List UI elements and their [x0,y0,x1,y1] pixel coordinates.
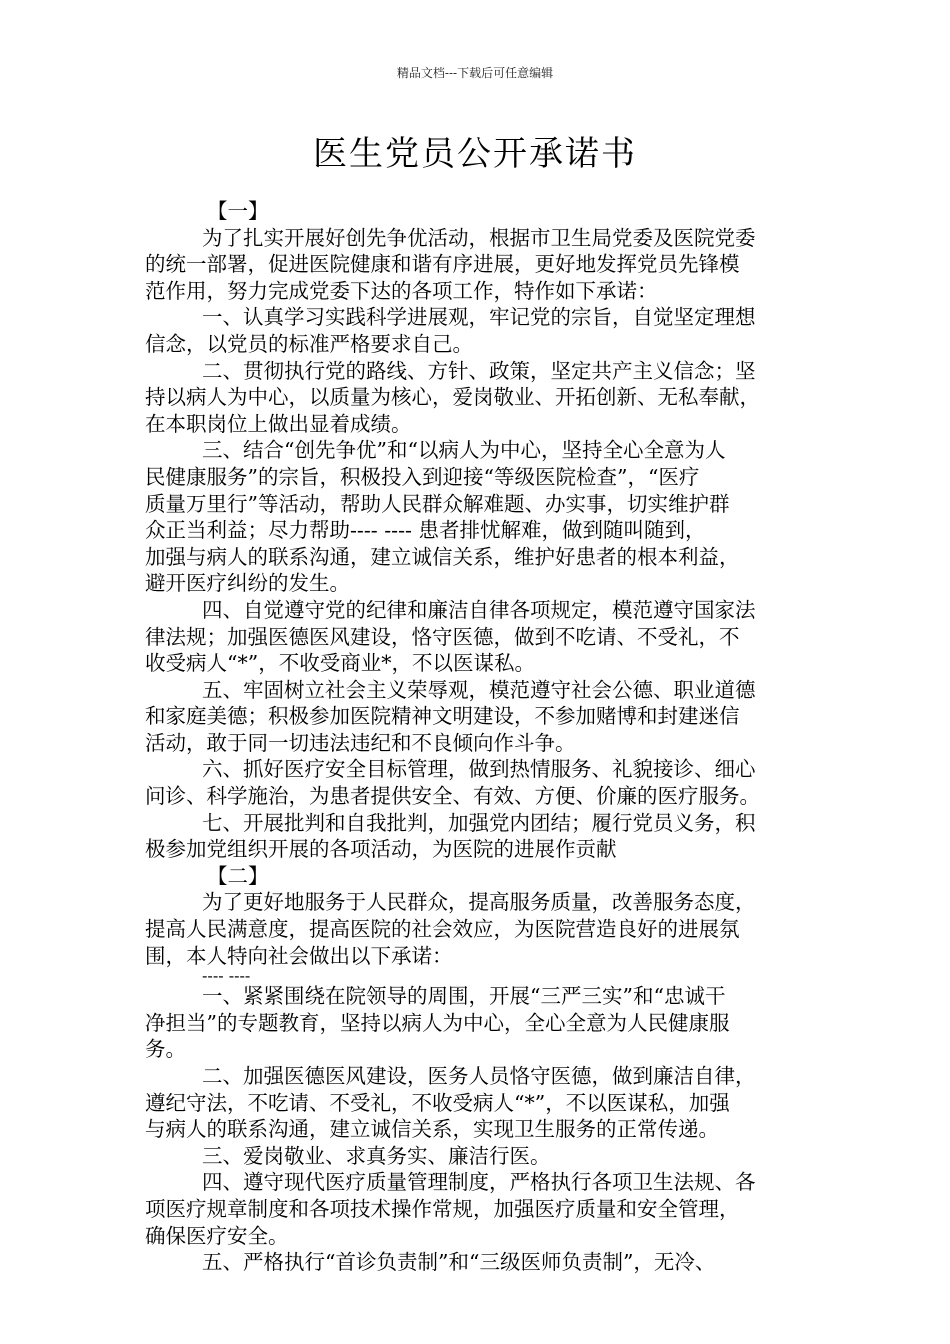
body-line: ---- ---- [202,966,251,986]
body-line: 问诊、科学施治，为患者提供安全、有效、方便、价廉的医疗服务。 [145,784,760,809]
body-line: 加强与病人的联系沟通，建立诚信关系，维护好患者的根本利益， [145,544,740,569]
body-line: 民健康服务”的宗旨，积极投入到迎接“等级医院检查”，“医疗 [145,464,700,489]
document-title: 医生党员公开承诺书 [313,134,637,174]
body-line: 二、贯彻执行党的路线、方针、政策，坚定共产主义信念；坚 [202,358,756,383]
body-line: 为了扎实开展好创先争优活动，根据市卫生局党委及医院党委 [202,225,756,250]
body-line: 持以病人为中心，以质量为核心，爱岗敬业、开拓创新、无私奉献， [145,385,760,410]
body-line: 提高人民满意度，提高医院的社会效应，为医院营造良好的进展氛 [145,917,740,942]
body-line: 极参加党组织开展的各项活动，为医院的进展作贡献 [145,837,617,862]
body-line: 在本职岗位上做出显着成绩。 [145,411,412,436]
body-line: 避开医疗纠纷的发生。 [145,571,350,596]
body-line: 质量万里行”等活动，帮助人民群众解难题、办实事，切实维护群 [145,491,730,516]
body-line: 遵纪守法，不吃请、不受礼，不收受病人“*”，不以医谋私，加强 [145,1090,730,1115]
document-body [145,198,811,1276]
body-line: 收受病人“*”，不收受商业*，不以医谋私。 [145,651,535,676]
body-line: 项医疗规章制度和各项技术操作常规，加强医疗质量和安全管理， [145,1196,740,1221]
body-line: 范作用，努力完成党委下达的各项工作，特作如下承诺： [145,278,658,303]
body-line: 围，本人特向社会做出以下承诺： [145,943,453,968]
body-line: 三、结合“创先争优”和“以病人为中心，坚持全心全意为人 [202,438,726,463]
body-line: 七、开展批判和自我批判，加强党内团结；履行党员义务，积 [202,810,756,835]
body-line: 二、加强医德医风建设，医务人员恪守医德，做到廉洁自律， [202,1064,756,1088]
body-line: 净担当”的专题教育，坚持以病人为中心，全心全意为人民健康服 [145,1010,730,1035]
body-line: 众正当利益；尽力帮助---- ---- 患者排忧解难，做到随叫随到， [145,518,706,543]
body-line: 律法规；加强医德医风建设，恪守医德，做到不吃请、不受礼，不 [145,624,740,649]
body-line: 活动，敢于同一切违法违纪和不良倾向作斗争。 [145,730,576,755]
body-line: 和家庭美德；积极参加医院精神文明建设，不参加赌博和封建迷信 [145,704,740,729]
body-line: 五、严格执行“首诊负责制”和“三级医师负责制”，无冷、 [202,1250,716,1275]
body-line: 为了更好地服务于人民群众，提高服务质量，改善服务态度， [202,890,756,915]
body-line: 【二】 [207,863,269,888]
page-header: 精品文档---下载后可任意编辑 [396,66,554,80]
body-line: 六、抓好医疗安全目标管理，做到热情服务、礼貌接诊、细心 [202,757,756,782]
body-line: 一、认真学习实践科学进展观，牢记党的宗旨，自觉坚定理想 [202,305,756,330]
body-line: 的统一部署，促进医院健康和谐有序进展，更好地发挥党员先锋模 [145,252,740,277]
body-line: 与病人的联系沟通，建立诚信关系，实现卫生服务的正常传递。 [145,1117,719,1142]
body-line: 三、爱岗敬业、求真务实、廉洁行医。 [202,1143,551,1168]
body-line: 四、自觉遵守党的纪律和廉洁自律各项规定，模范遵守国家法 [202,597,756,622]
body-line: 五、牢固树立社会主义荣辱观，模范遵守社会公德、职业道德 [202,677,756,702]
body-line: 确保医疗安全。 [145,1223,289,1248]
body-line: 务。 [145,1037,186,1062]
body-line: 信念，以党员的标准严格要求自己。 [145,331,473,356]
body-line: 四、遵守现代医疗质量管理制度，严格执行各项卫生法规、各 [202,1170,756,1195]
body-line: 【一】 [207,199,269,223]
body-line: 一、紧紧围绕在院领导的周围，开展“三严三实”和“忠诚干 [202,984,726,1009]
